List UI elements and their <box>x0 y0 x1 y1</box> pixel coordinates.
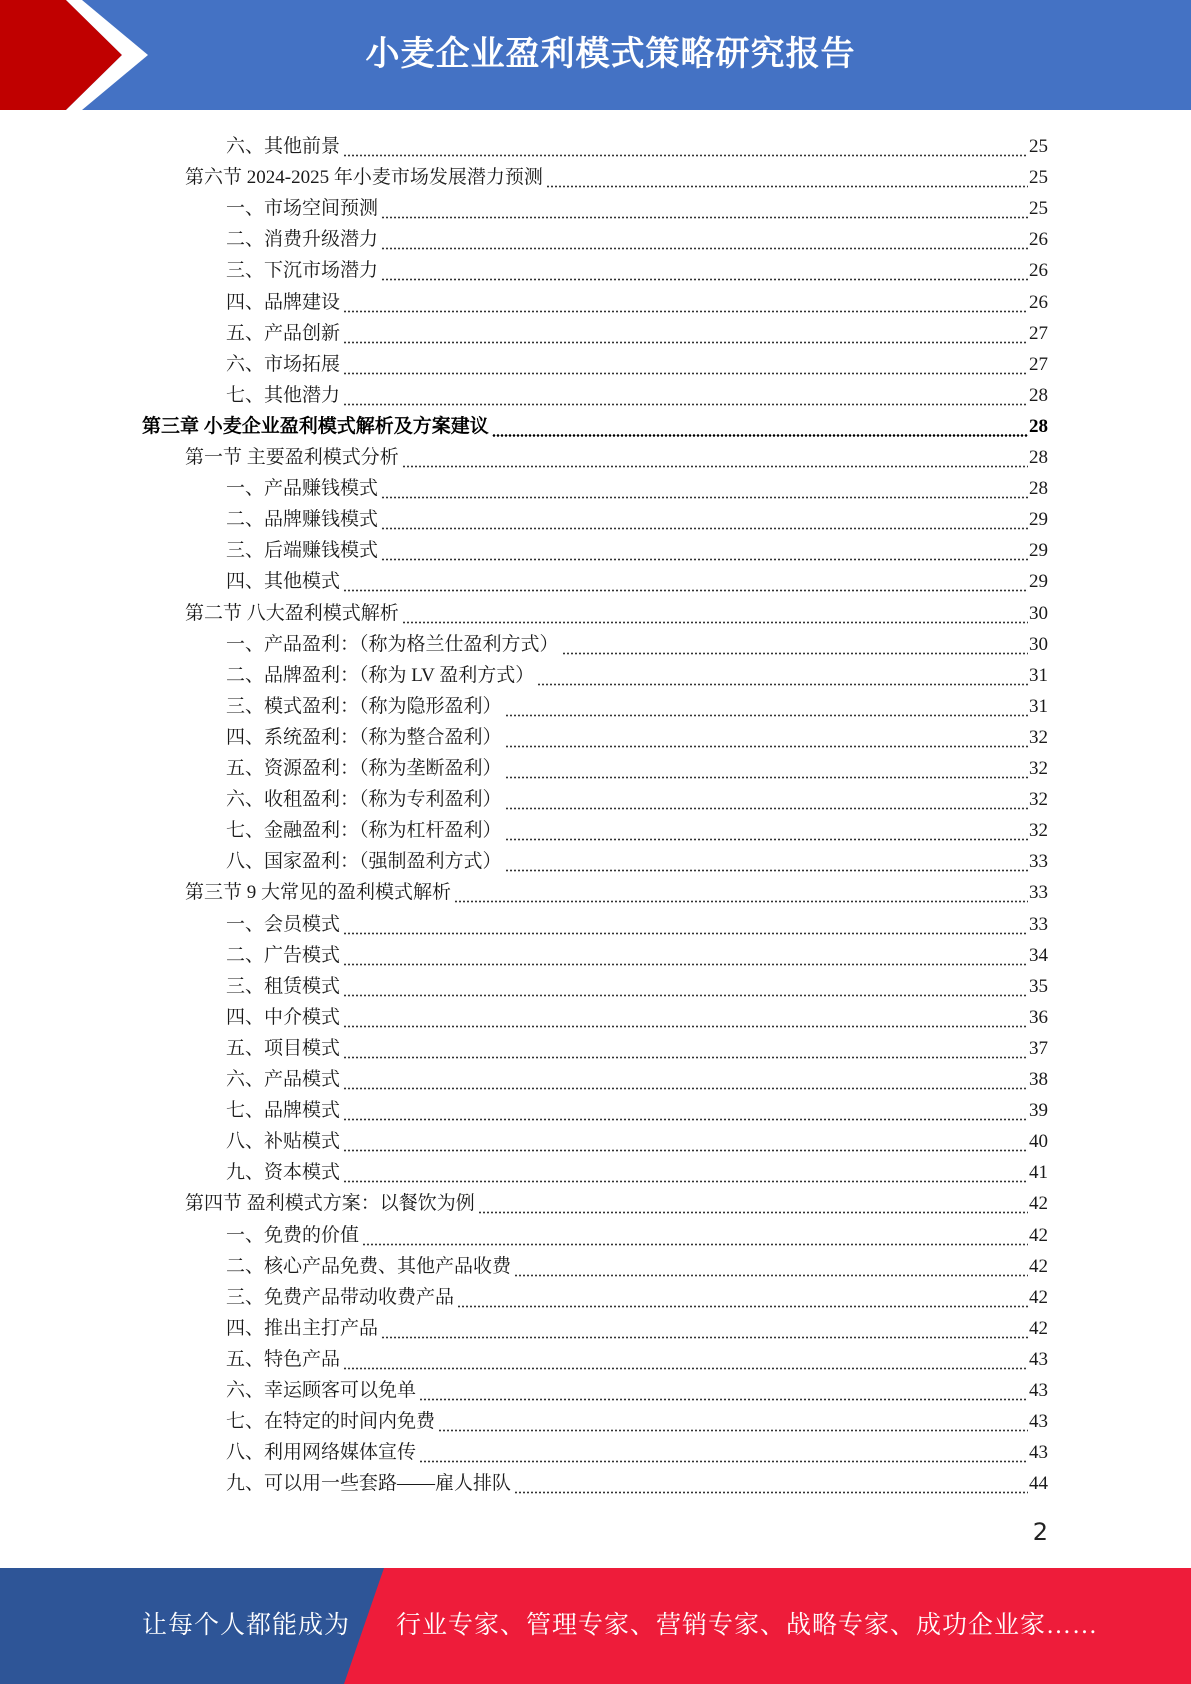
toc-entry-page: 33 <box>1029 851 1048 873</box>
toc-entry-page: 28 <box>1029 384 1048 406</box>
toc-entry-label: 一、市场空间预测 <box>226 198 379 220</box>
toc-entry[interactable] <box>226 315 1048 346</box>
toc-entry-page: 26 <box>1029 229 1048 251</box>
toc-entry[interactable] <box>185 439 1048 470</box>
toc-entry-page: 42 <box>1029 1255 1048 1277</box>
toc-leader-dots <box>457 1286 1028 1308</box>
toc-entry-label: 四、推出主打产品 <box>226 1317 379 1339</box>
toc-entry-label: 二、消费升级潜力 <box>226 229 379 251</box>
toc-leader-dots <box>343 1161 1028 1183</box>
toc-entry-page: 36 <box>1029 1006 1048 1028</box>
toc-leader-dots <box>381 228 1028 250</box>
toc-entry-label: 五、项目模式 <box>226 1037 341 1059</box>
toc-entry[interactable] <box>226 1154 1048 1185</box>
toc-entry-page: 28 <box>1029 478 1048 500</box>
toc-entry-page: 30 <box>1029 633 1048 655</box>
toc-entry-label: 六、市场拓展 <box>226 353 341 375</box>
toc-entry-page: 41 <box>1029 1162 1048 1184</box>
toc-entry-label: 八、利用网络媒体宣传 <box>226 1442 417 1464</box>
toc-leader-dots <box>381 539 1028 561</box>
toc-entry-page: 33 <box>1029 882 1048 904</box>
toc-leader-dots <box>505 850 1028 872</box>
toc-entry[interactable] <box>226 252 1048 283</box>
toc-entry-page: 40 <box>1029 1131 1048 1153</box>
toc-entry[interactable] <box>226 1279 1048 1310</box>
toc-entry-page: 43 <box>1029 1348 1048 1370</box>
toc-entry-page: 42 <box>1029 1224 1048 1246</box>
toc-entry-label: 三、后端赚钱模式 <box>226 540 379 562</box>
toc-entry-label: 二、品牌盈利：（称为 LV 盈利方式） <box>226 664 535 686</box>
toc-leader-dots <box>438 1410 1028 1432</box>
toc-entry-page: 27 <box>1029 353 1048 375</box>
toc-entry-label: 第四节 盈利模式方案：以餐饮为例 <box>185 1193 475 1215</box>
toc-entry[interactable] <box>226 657 1048 688</box>
toc-entry[interactable] <box>226 532 1048 563</box>
toc-entry-page: 31 <box>1029 664 1048 686</box>
toc-leader-dots <box>343 291 1028 313</box>
toc-entry[interactable] <box>185 1185 1048 1216</box>
toc-entry-label: 一、产品盈利：（称为格兰仕盈利方式） <box>226 633 559 655</box>
toc-entry[interactable] <box>226 1248 1048 1279</box>
toc-leader-dots <box>343 570 1028 592</box>
toc-entry-label: 第一节 主要盈利模式分析 <box>185 447 399 468</box>
toc-entry[interactable] <box>226 1030 1048 1061</box>
toc-entry-label: 一、会员模式 <box>226 913 341 935</box>
toc-leader-dots <box>537 664 1028 686</box>
toc-entry-label: 第六节 2024-2025 年小麦市场发展潜力预测 <box>185 167 543 189</box>
toc-entry-label: 三、模式盈利：（称为隐形盈利） <box>226 695 502 717</box>
toc-entry-label: 五、产品创新 <box>226 322 341 344</box>
toc-entry-page: 32 <box>1029 820 1048 842</box>
toc-entry[interactable] <box>226 1465 1048 1496</box>
toc-entry-label: 三、租赁模式 <box>226 975 341 997</box>
toc-leader-dots <box>381 508 1028 530</box>
toc-entry-page: 44 <box>1029 1473 1048 1495</box>
toc-entry-page: 26 <box>1029 260 1048 282</box>
toc-leader-dots <box>343 1037 1028 1059</box>
toc-entry-page: 35 <box>1029 975 1048 997</box>
toc-entry[interactable] <box>226 501 1048 532</box>
toc-entry-label: 一、免费的价值 <box>226 1224 360 1246</box>
toc-entry-page: 42 <box>1029 1317 1048 1339</box>
toc-entry-page: 32 <box>1029 758 1048 779</box>
toc-leader-dots <box>546 166 1028 188</box>
toc-leader-dots <box>343 944 1028 966</box>
toc-entry[interactable] <box>226 688 1048 719</box>
toc-entry-label: 三、免费产品带动收费产品 <box>226 1286 455 1308</box>
toc-entry[interactable] <box>226 346 1048 377</box>
toc-leader-dots <box>505 819 1028 841</box>
toc-leader-dots <box>419 1379 1028 1401</box>
toc-entry[interactable] <box>226 1061 1048 1092</box>
toc-entry[interactable] <box>226 999 1048 1030</box>
toc-entry-page: 27 <box>1029 322 1048 344</box>
toc-entry-page: 25 <box>1029 167 1048 189</box>
toc-leader-dots <box>381 259 1028 281</box>
toc-entry-page: 39 <box>1029 1100 1048 1122</box>
toc-leader-dots <box>343 135 1028 157</box>
toc-entry-label: 六、产品模式 <box>226 1069 341 1090</box>
toc-entry-label: 五、特色产品 <box>226 1348 341 1370</box>
toc-entry[interactable] <box>142 408 1048 439</box>
toc-entry-page: 43 <box>1029 1442 1048 1464</box>
toc-leader-dots <box>505 695 1028 717</box>
toc-entry[interactable] <box>226 1372 1048 1403</box>
toc-entry[interactable] <box>226 470 1048 501</box>
toc-leader-dots <box>343 1099 1028 1121</box>
toc-entry[interactable] <box>226 1310 1048 1341</box>
toc-leader-dots <box>381 1317 1028 1339</box>
toc-leader-dots <box>381 197 1028 219</box>
toc-entry-label: 九、可以用一些套路——雇人排队 <box>226 1473 512 1495</box>
toc-entry-label: 三、下沉市场潜力 <box>226 260 379 282</box>
toc-leader-dots <box>343 322 1028 344</box>
toc-entry[interactable] <box>226 781 1048 812</box>
toc-entry-page: 32 <box>1029 789 1048 811</box>
page-number: 2 <box>1032 1518 1048 1546</box>
toc-entry-page: 37 <box>1029 1037 1048 1059</box>
toc-entry[interactable] <box>226 1092 1048 1123</box>
toc-entry-page: 31 <box>1029 695 1048 717</box>
toc-entry-page: 43 <box>1029 1380 1048 1401</box>
toc-entry[interactable] <box>185 595 1048 626</box>
toc-leader-dots <box>343 1130 1028 1152</box>
toc-entry-label: 八、国家盈利：（强制盈利方式） <box>226 851 502 873</box>
toc-entry[interactable] <box>226 1403 1048 1434</box>
toc-entry[interactable] <box>226 377 1048 408</box>
toc-entry[interactable] <box>226 626 1048 657</box>
footer-slogan-right: 行业专家、管理专家、营销专家、战略专家、成功企业家…… <box>396 1612 1099 1639</box>
toc-entry-label: 四、品牌建设 <box>226 291 341 313</box>
toc-leader-dots <box>402 446 1028 468</box>
toc-leader-dots <box>402 602 1028 624</box>
toc-entry[interactable] <box>226 812 1048 843</box>
toc-leader-dots <box>343 1006 1028 1028</box>
toc-entry[interactable] <box>226 843 1048 874</box>
toc-entry-page: 34 <box>1029 944 1048 966</box>
toc-entry[interactable] <box>226 563 1048 594</box>
toc-leader-dots <box>343 913 1028 935</box>
toc-entry-page: 30 <box>1029 602 1048 624</box>
toc-entry-label: 五、资源盈利：（称为垄断盈利） <box>226 758 502 779</box>
toc-leader-dots <box>343 1348 1028 1370</box>
toc-entry-label: 六、其他前景 <box>226 136 341 157</box>
toc-entry[interactable] <box>226 190 1048 221</box>
toc-entry-page: 29 <box>1029 571 1048 593</box>
toc-entry[interactable] <box>226 906 1048 937</box>
toc-entry-label: 七、金融盈利：（称为杠杆盈利） <box>226 820 502 842</box>
toc-entry-label: 七、在特定的时间内免费 <box>226 1411 436 1433</box>
toc-entry-label: 二、广告模式 <box>226 944 341 966</box>
page-header <box>0 0 1191 110</box>
toc-entry-label: 六、收租盈利：（称为专利盈利） <box>226 789 502 811</box>
toc-entry[interactable] <box>226 1123 1048 1154</box>
toc-entry[interactable] <box>226 719 1048 750</box>
toc-leader-dots <box>505 726 1028 748</box>
toc-entry-page: 29 <box>1029 540 1048 562</box>
toc-entry-label: 第三节 9 大常见的盈利模式解析 <box>185 882 452 904</box>
toc-entry[interactable] <box>226 221 1048 252</box>
toc-leader-dots <box>419 1441 1028 1463</box>
toc-leader-dots <box>505 788 1028 810</box>
toc-entry-label: 二、品牌赚钱模式 <box>226 509 379 531</box>
toc-entry-page: 42 <box>1029 1193 1048 1215</box>
footer-slogan-left: 让每个人都能成为 <box>142 1612 351 1639</box>
toc-entry-page: 32 <box>1029 726 1048 748</box>
toc-leader-dots <box>514 1472 1028 1494</box>
toc-entry[interactable] <box>226 750 1048 781</box>
toc-entry-page: 42 <box>1029 1286 1048 1308</box>
toc-entry-page: 25 <box>1029 198 1048 220</box>
toc-entry-label: 四、中介模式 <box>226 1006 341 1028</box>
toc-entry-page: 28 <box>1029 415 1048 437</box>
toc-entry-label: 二、核心产品免费、其他产品收费 <box>226 1255 512 1277</box>
toc-entry-label: 七、其他潜力 <box>226 384 341 406</box>
toc-entry[interactable] <box>185 874 1048 905</box>
toc-entry-page: 29 <box>1029 509 1048 531</box>
toc-leader-dots <box>343 975 1028 997</box>
toc-entry[interactable] <box>226 968 1048 999</box>
toc-leader-dots <box>343 353 1028 375</box>
toc-entry[interactable] <box>185 159 1048 190</box>
page-footer <box>0 1568 1191 1684</box>
toc-entry-label: 第二节 八大盈利模式解析 <box>185 602 399 624</box>
toc-entry-page: 43 <box>1029 1411 1048 1433</box>
toc-leader-dots <box>454 881 1028 903</box>
toc-entry[interactable] <box>226 284 1048 315</box>
toc-entry-label: 第三章 小麦企业盈利模式解析及方案建议 <box>142 415 489 437</box>
toc-entry[interactable] <box>226 1217 1048 1248</box>
toc-entry-page: 38 <box>1029 1069 1048 1090</box>
toc-entry[interactable] <box>226 1434 1048 1465</box>
toc-entry-page: 25 <box>1029 136 1048 157</box>
toc-leader-dots <box>381 477 1028 499</box>
toc-entry-label: 七、品牌模式 <box>226 1100 341 1122</box>
toc-entry-label: 九、资本模式 <box>226 1162 341 1184</box>
toc-entry-label: 一、产品赚钱模式 <box>226 478 379 500</box>
toc-entry[interactable] <box>226 128 1048 159</box>
toc-leader-dots <box>562 633 1028 655</box>
report-title: 小麦企业盈利模式策略研究报告 <box>365 34 856 74</box>
toc-leader-dots <box>478 1192 1028 1214</box>
toc-leader-dots <box>343 384 1028 406</box>
toc-entry[interactable] <box>226 937 1048 968</box>
toc-entry-page: 28 <box>1029 447 1048 468</box>
toc-entry-label: 八、补贴模式 <box>226 1131 341 1153</box>
toc-entry-page: 33 <box>1029 913 1048 935</box>
toc-leader-dots <box>514 1255 1028 1277</box>
toc-entry[interactable] <box>226 1341 1048 1372</box>
toc-leader-dots <box>505 757 1028 779</box>
toc-entry-label: 四、系统盈利：（称为整合盈利） <box>226 726 502 748</box>
toc-entry-page: 26 <box>1029 291 1048 313</box>
toc-entry-label: 四、其他模式 <box>226 571 341 593</box>
toc-entry-label: 六、幸运顾客可以免单 <box>226 1380 417 1401</box>
toc-leader-dots <box>362 1224 1028 1246</box>
toc-leader-dots <box>343 1068 1028 1090</box>
toc-leader-dots <box>492 415 1028 437</box>
